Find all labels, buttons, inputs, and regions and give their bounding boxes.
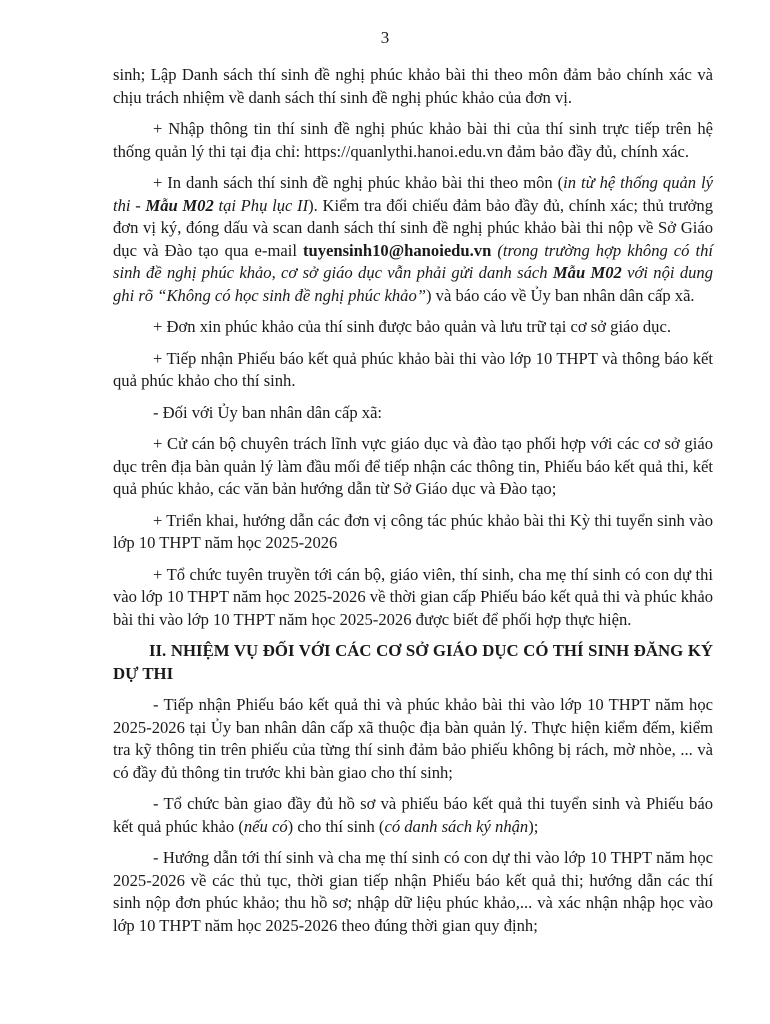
text-run: ) cho thí sinh ( — [287, 816, 385, 836]
text-run-italic: in từ hệ thống quản lý thi - — [113, 173, 713, 215]
paragraph-assign-staff: + Cử cán bộ chuyên trách lĩnh vực giáo dục và đào tạo phối hợp với các cơ sở giáo dục trên địa bàn quản lý làm đầu mối để tiếp nhận các thông tin, Phiếu báo kết quả thi, kết quả phúc khảo, các văn bản hướng dẫn từ Sở Giáo dục và Đào tạo; — [113, 434, 713, 498]
form-code: Mẫu M02 — [552, 263, 622, 282]
paragraph-communicate: + Tổ chức tuyên truyền tới cán bộ, giáo viên, thí sinh, cha mẹ thí sinh có con dự thi vào lớp 10 THPT năm học 2025-2026 về thời gian cấp Phiếu báo kết quả thi và phúc khảo bài thi vào lớp 10 THPT năm học 2025-2026 được biết để phối hợp thực hiện. — [113, 564, 713, 629]
form-code: Mẫu M02 — [145, 195, 214, 215]
text-run: ). Kiểm tra đối chiếu đảm bảo đầy đủ, chính xác; thủ trưởng đơn vị ký, đóng dấu và scan danh sách thí sinh đề nghị phúc khảo bài thi nộp về Sở Giáo dục và Đào tạo qua e-mail — [113, 195, 714, 260]
text-run: ) và báo cáo về Ủy ban nhân dân cấp xã. — [425, 285, 695, 305]
paragraph-receive-results: + Tiếp nhận Phiếu báo kết quả phúc khảo bài thi vào lớp 10 THPT và thông báo kết quả phúc khảo cho thí sinh. — [113, 348, 713, 390]
text-run-italic: với nội dung ghi rõ “Không có học sinh đề nghị phúc khảo” — [113, 263, 714, 305]
paragraph-continuation: sinh; Lập Danh sách thí sinh đề nghị phúc khảo bài thi theo môn đảm bảo chính xác và chịu trách nhiệm về danh sách thí sinh đề nghị phúc khảo của đơn vị. — [113, 65, 713, 107]
paragraph-guidance: - Hướng dẫn tới thí sinh và cha mẹ thí sinh có con dự thi vào lớp 10 THPT năm học 2025-2026 về các thủ tục, thời gian tiếp nhận Phiếu báo kết quả thi; hướng dẫn các thí sinh nộp đơn phúc khảo; thu hồ sơ; nhập dữ liệu phúc khảo,... và xác nhận nhập học vào lớp 10 THPT năm học 2025-2026 theo đúng thời gian quy định; — [113, 848, 713, 935]
document-body — [113, 64, 713, 946]
text-run-italic: (trong trường hợp không có thí sinh đề nghị phúc khảo, cơ sở giáo dục vẫn phải gửi danh sách — [113, 240, 713, 282]
paragraph-receive-slips: - Tiếp nhận Phiếu báo kết quả thi và phúc khảo bài thi vào lớp 10 THPT năm học 2025-2026 tại Ủy ban nhân dân cấp xã thuộc địa bàn quản lý. Thực hiện kiểm đếm, kiểm tra kỹ thông tin trên phiếu của từng thí sinh đảm bảo phiếu không bị rách, mờ nhòe, ... và có đầy đủ thông tin trước khi bàn giao cho thí sinh; — [113, 695, 713, 782]
text-run-italic: tại Phụ lục II — [213, 195, 309, 215]
text-run-italic: nếu có — [243, 816, 288, 836]
page-number: 3 — [380, 28, 390, 47]
section-heading: II. NHIỆM VỤ ĐỐI VỚI CÁC CƠ SỞ GIÁO DỤC CÓ THÍ SINH ĐĂNG KÝ DỰ THI — [113, 641, 713, 683]
text-run: - Tổ chức bàn giao đầy đủ hồ sơ và phiếu báo kết quả thi tuyển sinh và Phiếu báo kết quả phúc khảo ( — [113, 794, 713, 836]
email-address: tuyensinh10@hanoiedu.vn — [302, 240, 492, 260]
text-run: + In danh sách thí sinh đề nghị phúc khảo bài thi theo môn ( — [153, 173, 564, 192]
text-run-italic: có danh sách ký nhận — [384, 816, 529, 836]
paragraph-commune-title: - Đối với Ủy ban nhân dân cấp xã: — [153, 402, 383, 422]
paragraph-enter-info: + Nhập thông tin thí sinh đề nghị phúc khảo bài thi của thí sinh trực tiếp trên hệ thống quản lý thi tại địa chỉ: https://quanlythi.hanoi.edu.vn đảm bảo đầy đủ, chính xác. — [113, 119, 713, 161]
paragraph-print-list — [113, 172, 713, 307]
text-run: ); — [528, 816, 539, 836]
paragraph-deploy: + Triển khai, hướng dẫn các đơn vị công tác phúc khảo bài thi Kỳ thi tuyển sinh vào lớp 10 THPT năm học 2025-2026 — [113, 510, 713, 552]
paragraph-handover — [113, 793, 713, 838]
paragraph-storage: + Đơn xin phúc khảo của thí sinh được bảo quản và lưu trữ tại cơ sở giáo dục. — [153, 317, 671, 336]
